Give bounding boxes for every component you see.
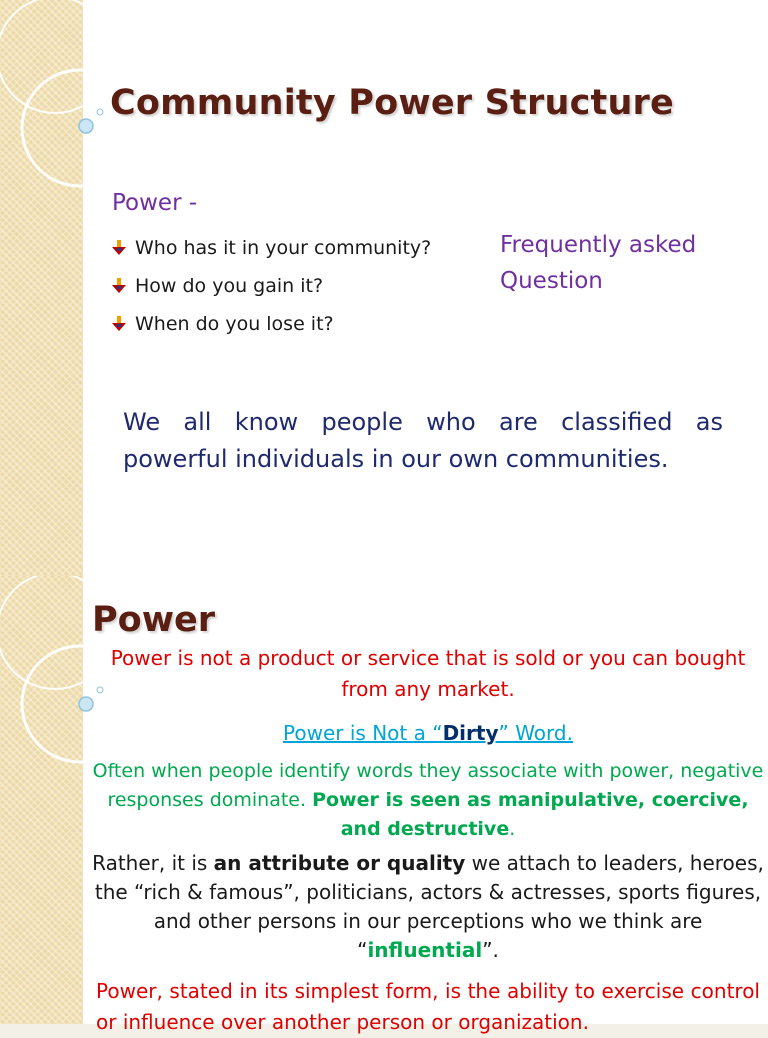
list-item	[112, 305, 431, 343]
slide-title: Power	[92, 600, 216, 640]
dirty-word-link	[283, 721, 573, 745]
rather-pre: Rather, it is	[92, 851, 214, 875]
decorative-stripe	[0, 576, 83, 1024]
slide-title: Community Power Structure	[110, 83, 674, 123]
faq-line: Frequently asked	[500, 232, 697, 258]
rather-bold: an attribute or quality	[213, 851, 466, 875]
simplest-paragraph: Power, stated in its simplest form, is the ability to exercise control or influence over another person or organization.	[96, 979, 760, 1034]
list-item	[112, 229, 431, 267]
dirty-word-line	[92, 719, 764, 747]
rather-mid: we attach to leaders, heroes, the “rich & famous”, politicians, actors & actresses, sports figures, and other persons in our perceptions who we think are “	[94, 851, 764, 962]
often-paragraph	[92, 757, 764, 844]
question-text: How do you gain it?	[135, 275, 324, 297]
definition-text: Power is not a product or service that is sold or you can bought from any market.	[110, 646, 746, 701]
question-text: When do you lose it?	[135, 313, 334, 335]
list-item	[112, 267, 431, 305]
often-text: Often when people identify words they associate with power, negative responses dominate.	[92, 760, 764, 811]
decorative-stripe	[0, 0, 83, 576]
rather-paragraph	[92, 849, 764, 965]
dirty-before: Power is Not a “	[283, 721, 443, 745]
power-label: Power -	[112, 190, 198, 216]
often-bold: Power is seen as manipulative, coercive, and destructive	[312, 789, 749, 840]
arrow-bullet-icon	[112, 240, 126, 256]
arrow-bullet-icon	[112, 278, 126, 294]
faq-line: Question	[500, 268, 603, 294]
dirty-after: ” Word.	[498, 721, 573, 745]
faq-note	[500, 227, 740, 299]
rather-end: ”.	[482, 938, 499, 962]
intro-paragraph: We all know people who are classified as powerful individuals in our own communities.	[123, 408, 723, 473]
often-end: .	[509, 818, 516, 840]
question-list	[112, 229, 431, 343]
dirty-bold: Dirty	[442, 721, 499, 745]
influential-word: influential	[367, 938, 483, 962]
arrow-bullet-icon	[112, 316, 126, 332]
question-text: Who has it in your community?	[135, 237, 432, 259]
